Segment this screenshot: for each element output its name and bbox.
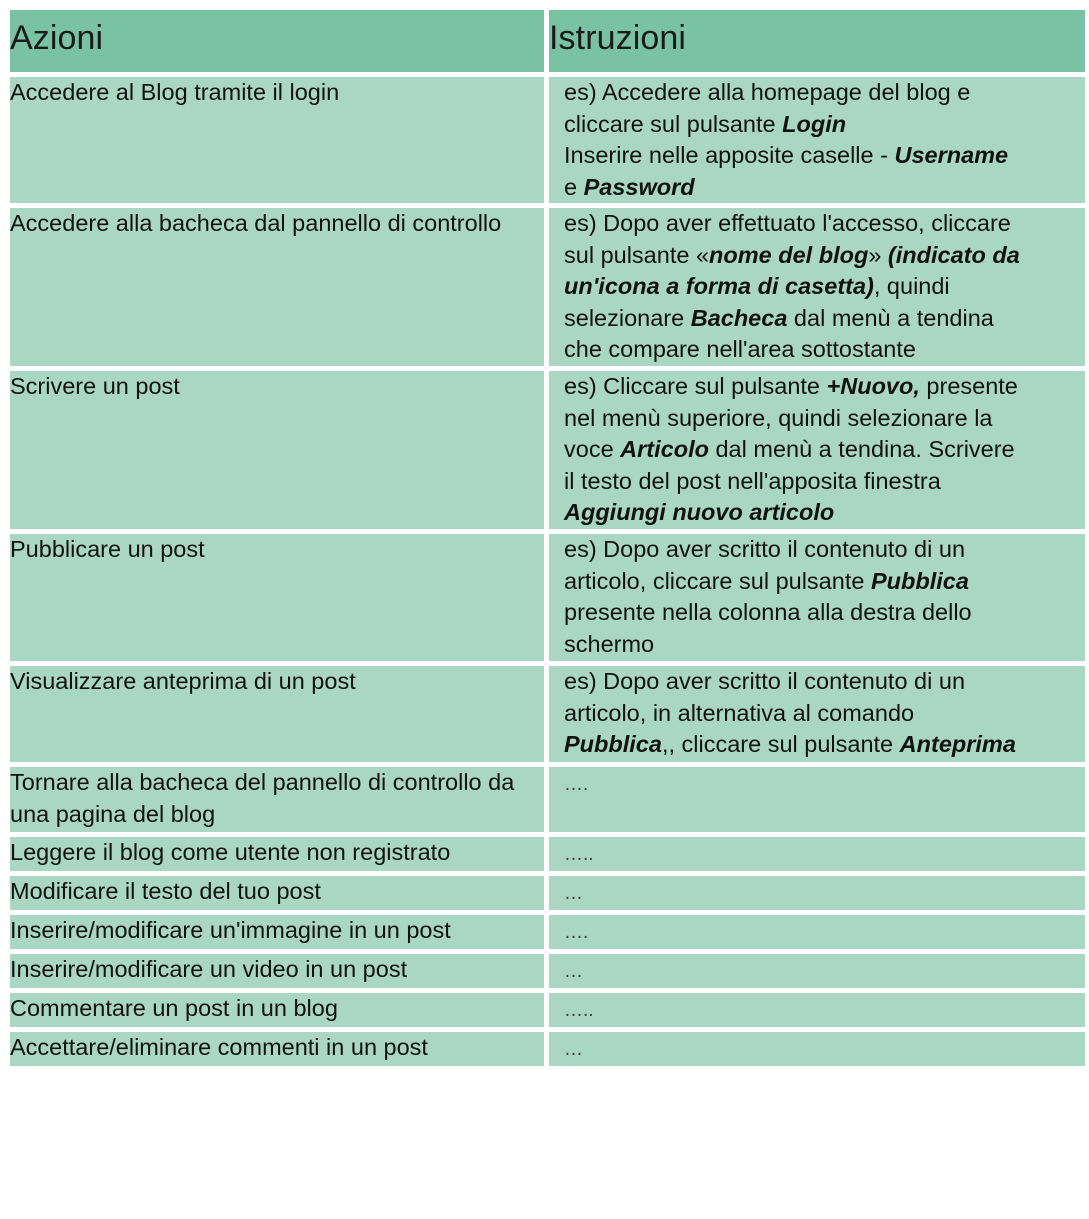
instruction-cell (549, 371, 1085, 529)
instruction-line (564, 434, 1079, 466)
instruction-cell-placeholder (549, 767, 1085, 832)
column-header-instructions: Istruzioni (549, 10, 1085, 72)
instruction-cell (549, 208, 1085, 366)
table-row (10, 371, 1085, 529)
text-run: … (564, 883, 583, 904)
instruction-cell-placeholder (549, 993, 1085, 1027)
emphasis-term: Password (583, 173, 695, 200)
instruction-line (564, 497, 1079, 529)
table-row (10, 767, 1085, 832)
instruction-cell-placeholder (549, 915, 1085, 949)
instruction-line (564, 172, 1079, 204)
instruction-line (564, 371, 1079, 403)
actions-instructions-table (5, 5, 1089, 1071)
emphasis-term: Login (782, 110, 847, 137)
text-run: es) Dopo aver scritto il contenuto di un (564, 668, 966, 694)
instruction-cell-placeholder (549, 876, 1085, 910)
table-row (10, 837, 1085, 871)
text-run: ,, cliccare sul pulsante (661, 731, 900, 757)
table-row (10, 876, 1085, 910)
text-run: che compare nell'area sottostante (564, 336, 916, 362)
instruction-line (564, 767, 1079, 801)
emphasis-term: nome del blog (709, 241, 869, 268)
table-row (10, 1032, 1085, 1066)
text-run: es) Cliccare sul pulsante (564, 373, 827, 399)
instruction-line (564, 837, 1079, 871)
instruction-line (564, 240, 1079, 272)
emphasis-term: Username (894, 142, 1009, 168)
action-cell: Accettare/eliminare commenti in un post (10, 1032, 544, 1066)
text-run: presente nella colonna alla destra dello (564, 599, 972, 625)
instruction-cell (549, 666, 1085, 762)
emphasis-term: Anteprima (899, 731, 1016, 757)
text-run: schermo (564, 630, 655, 657)
emphasis-term: Aggiungi nuovo articolo (564, 499, 835, 525)
column-header-actions: Azioni (10, 10, 544, 72)
table-row (10, 915, 1085, 949)
text-run: , quindi (873, 273, 950, 299)
instruction-line (564, 629, 1079, 661)
text-run: presente (919, 373, 1018, 399)
text-run: sul pulsante « (564, 241, 710, 268)
emphasis-term: +Nuovo, (826, 373, 920, 399)
text-run: dal menù a tendina. Scrivere (708, 436, 1015, 462)
instruction-cell-placeholder (549, 1032, 1085, 1066)
text-run: articolo, cliccare sul pulsante (564, 567, 871, 594)
action-cell: Scrivere un post (10, 371, 544, 529)
instruction-line (564, 534, 1079, 566)
emphasis-term: (indicato da (881, 241, 1020, 268)
instruction-line (564, 915, 1079, 949)
text-run: ….. (564, 1000, 594, 1021)
table-body (10, 77, 1085, 1066)
instruction-line (564, 77, 1079, 109)
instruction-cell (549, 77, 1085, 203)
text-run: selezionare (564, 304, 691, 331)
instruction-line (564, 876, 1079, 910)
instruction-line (564, 566, 1079, 598)
action-cell: Tornare alla bacheca del pannello di controllo da una pagina del blog (10, 767, 544, 832)
table-row (10, 208, 1085, 366)
table-row (10, 77, 1085, 203)
action-cell: Inserire/modificare un'immagine in un post (10, 915, 544, 949)
text-run: articolo, in alternativa al comando (564, 699, 915, 726)
text-run: ….. (564, 844, 594, 865)
instruction-line (564, 993, 1079, 1027)
action-cell: Accedere alla bacheca dal pannello di controllo (10, 208, 544, 366)
instruction-line (564, 208, 1079, 240)
text-run: e (564, 173, 584, 200)
instruction-cell-placeholder (549, 837, 1085, 871)
instruction-line (564, 666, 1079, 698)
text-run: voce (564, 436, 621, 462)
emphasis-term: Pubblica (870, 567, 969, 594)
action-cell: Visualizzare anteprima di un post (10, 666, 544, 762)
text-run: Inserire nelle apposite caselle - (564, 142, 895, 168)
text-run: cliccare sul pulsante (564, 110, 783, 137)
text-run: nel menù superiore, quindi selezionare la (564, 404, 993, 431)
action-cell: Modificare il testo del tuo post (10, 876, 544, 910)
instruction-line (564, 140, 1079, 172)
emphasis-term: Articolo (620, 436, 709, 462)
text-run: … (564, 961, 583, 982)
instruction-line (564, 954, 1079, 988)
text-run: » (868, 241, 882, 268)
table-row (10, 954, 1085, 988)
table-row (10, 666, 1085, 762)
text-run: es) Accedere alla homepage del blog e (564, 79, 971, 105)
text-run: …. (564, 922, 589, 943)
instruction-line (564, 109, 1079, 141)
text-run: … (564, 1039, 583, 1060)
action-cell: Inserire/modificare un video in un post (10, 954, 544, 988)
table-header (10, 10, 1085, 72)
header-row (10, 10, 1085, 72)
action-cell: Leggere il blog come utente non registrato (10, 837, 544, 871)
emphasis-term: un'icona a forma di casetta) (564, 273, 874, 299)
text-run: es) Dopo aver effettuato l'accesso, cliccare (564, 210, 1011, 236)
instruction-line (564, 729, 1079, 761)
action-cell: Pubblicare un post (10, 534, 544, 661)
table-row (10, 534, 1085, 661)
action-cell: Accedere al Blog tramite il login (10, 77, 544, 203)
table-row (10, 993, 1085, 1027)
instruction-cell (549, 534, 1085, 661)
emphasis-term: Bacheca (690, 304, 788, 331)
instruction-line (564, 334, 1079, 366)
instruction-line (564, 1032, 1079, 1066)
text-run: il testo del post nell'apposita finestra (564, 467, 941, 494)
instruction-line (564, 403, 1079, 435)
text-run: dal menù a tendina (787, 304, 994, 331)
text-run: es) Dopo aver scritto il contenuto di un (564, 536, 966, 562)
instruction-line (564, 466, 1079, 498)
instruction-line (564, 303, 1079, 335)
text-run: …. (564, 774, 589, 795)
emphasis-term: Pubblica (564, 731, 662, 757)
action-cell: Commentare un post in un blog (10, 993, 544, 1027)
instruction-line (564, 597, 1079, 629)
instruction-line (564, 698, 1079, 730)
instruction-cell-placeholder (549, 954, 1085, 988)
instruction-line (564, 271, 1079, 303)
